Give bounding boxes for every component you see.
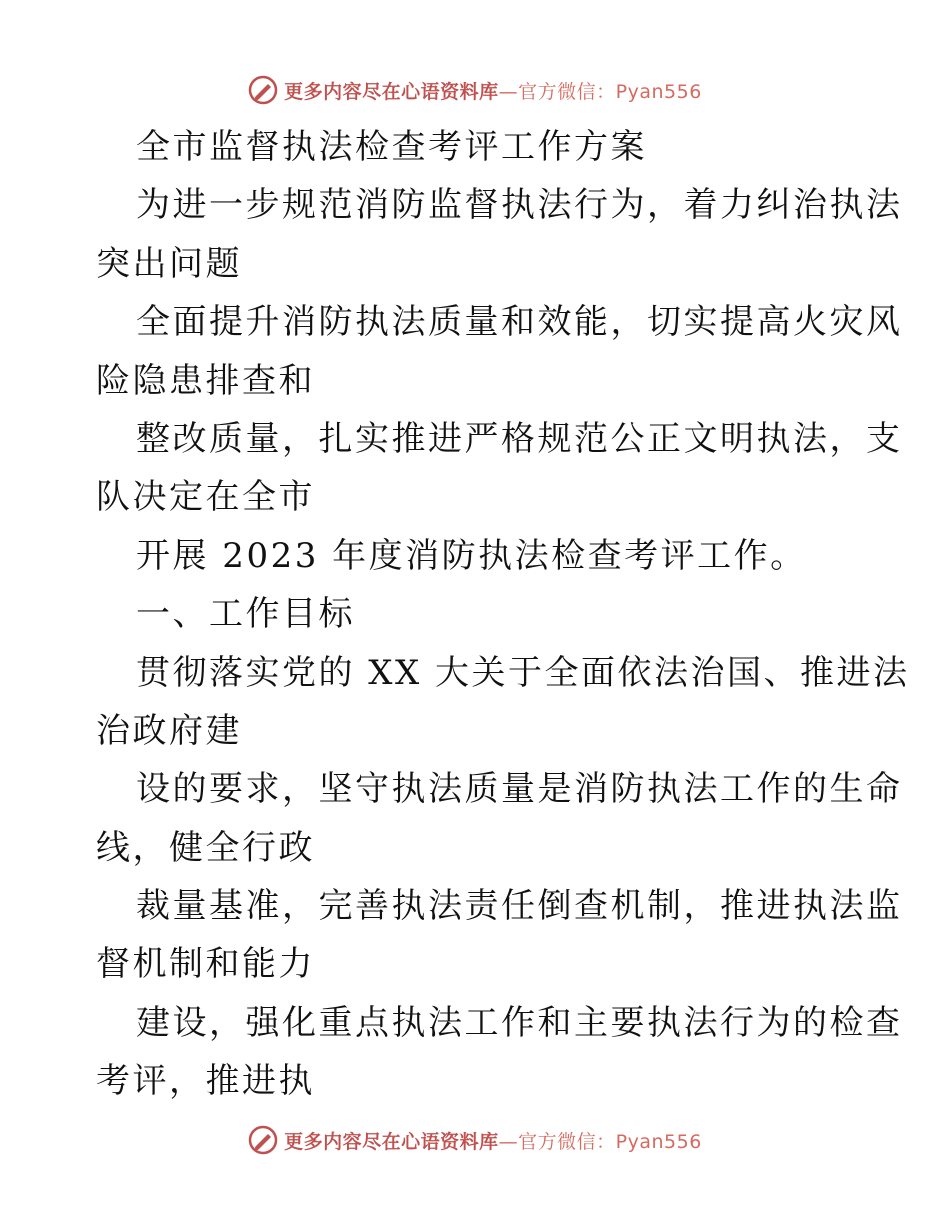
document-line: 全面提升消防执法质量和效能，切实提高火灾风	[136, 302, 903, 343]
quill-seal-icon	[248, 75, 278, 105]
header-watermark-text	[284, 77, 702, 104]
document-line: 险隐患排查和	[96, 360, 315, 401]
document-line: 一、工作目标	[136, 594, 355, 635]
document-line: 突出问题	[96, 243, 242, 284]
document-line: 队决定在全市	[96, 477, 315, 518]
document-line: 为进一步规范消防监督执法行为，着力纠治执法	[136, 185, 903, 226]
quill-seal-icon	[248, 1125, 278, 1155]
document-body	[96, 118, 910, 1111]
document-line: 治政府建	[96, 710, 242, 751]
document-line: 建设，强化重点执法工作和主要执法行为的检查	[136, 1002, 903, 1043]
document-line: 整改质量，扎实推进严格规范公正文明执法，支	[136, 418, 903, 459]
document-line: 开展 2023 年度消防执法检查考评工作。	[136, 535, 807, 576]
header-watermark-lead: 更多内容尽在心语资料库	[284, 80, 499, 103]
document-line: 线，健全行政	[96, 827, 315, 868]
document-line: 贯彻落实党的 XX 大关于全面依法治国、推进法	[136, 652, 910, 693]
document-line: 裁量基准，完善执法责任倒查机制，推进执法监	[136, 886, 903, 927]
document-line: 督机制和能力	[96, 944, 315, 985]
footer-watermark-lead: 更多内容尽在心语资料库	[284, 1130, 499, 1153]
footer-watermark-wechat: —官方微信：Pyan556	[498, 1130, 702, 1153]
document-line: 考评，推进执	[96, 1061, 315, 1102]
header-watermark-wechat: —官方微信：Pyan556	[498, 80, 702, 103]
footer-watermark-text	[284, 1127, 702, 1154]
footer-watermark-banner	[0, 1120, 950, 1160]
document-line: 设的要求，坚守执法质量是消防执法工作的生命	[136, 769, 903, 810]
document-line: 全市监督执法检查考评工作方案	[136, 127, 647, 167]
header-watermark-banner	[0, 70, 950, 110]
